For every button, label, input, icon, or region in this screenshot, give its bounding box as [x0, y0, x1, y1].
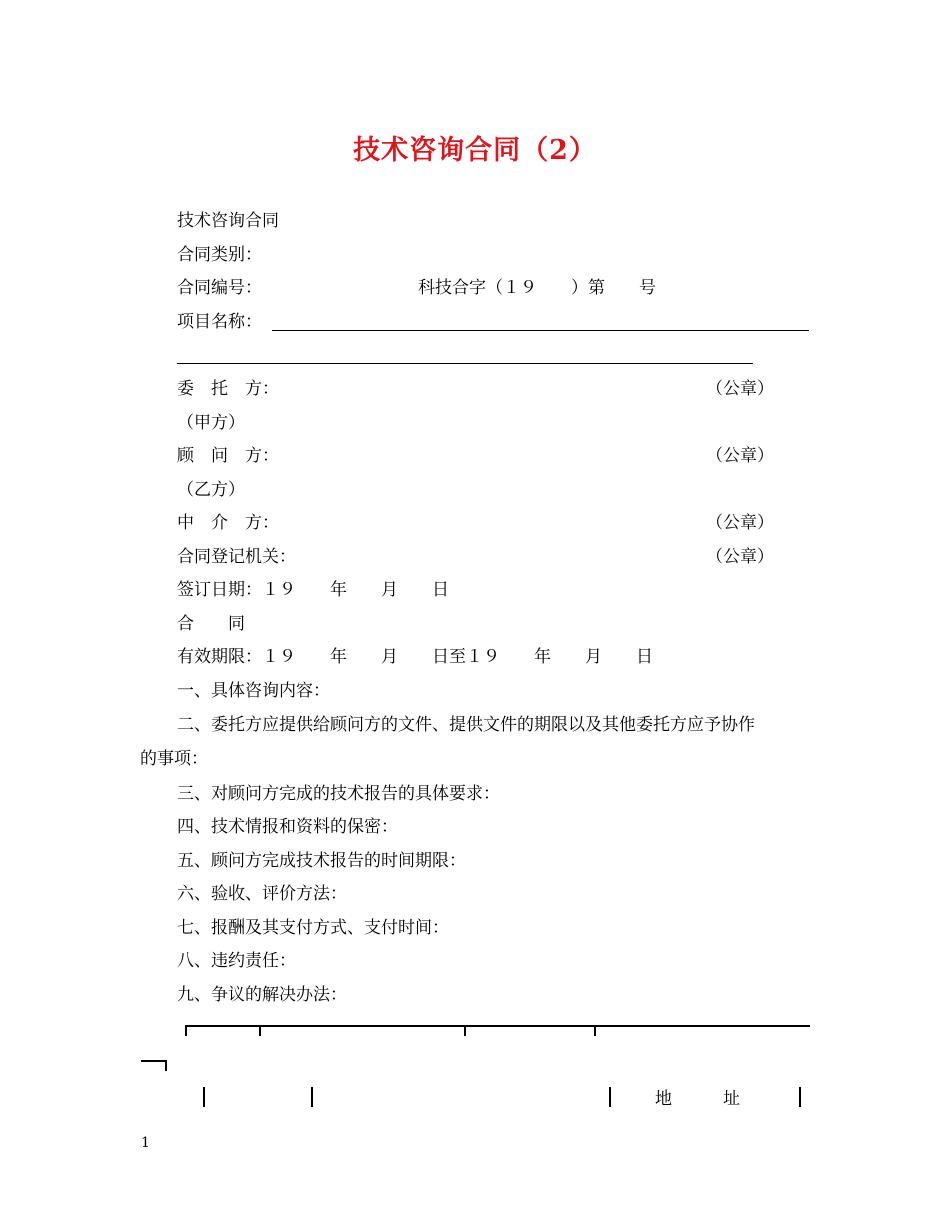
clause-9: 九、争议的解决办法： [177, 985, 347, 1005]
table-col-tick-1 [259, 1025, 261, 1036]
contract-label: 合 同 [177, 614, 245, 634]
project-underline-2 [177, 363, 753, 364]
page-number: 1 [141, 1135, 150, 1151]
clause-1: 一、具体咨询内容： [177, 681, 330, 701]
table-col-tick-2 [464, 1025, 466, 1036]
document-title: 技术咨询合同（2） [353, 135, 597, 166]
project-label: 项目名称： [177, 312, 262, 332]
clause-3: 三、对顾问方完成的技术报告的具体要求： [177, 784, 500, 804]
number-label: 合同编号： [177, 278, 262, 298]
agent-label: 中 介 方： [177, 513, 279, 533]
clause-7: 七、报酬及其支付方式、支付时间： [177, 918, 449, 938]
clause-2-cont: 的事项： [140, 749, 208, 769]
agent-seal: （公章） [706, 513, 774, 533]
sign-date: 签订日期：１９ 年 月 日 [177, 580, 449, 600]
registry-label: 合同登记机关： [177, 547, 296, 567]
table-col-tick-3 [594, 1025, 596, 1036]
clause-2: 二、委托方应提供给顾问方的文件、提供文件的期限以及其他委托方应予协作 [177, 715, 755, 735]
valid-period: 有效期限：１９ 年 月 日至１９ 年 月 日 [177, 647, 653, 667]
number-value: 科技合字（１９ ）第 号 [418, 278, 656, 298]
table-corner-tick [185, 1025, 187, 1036]
table-row-bar-4 [799, 1087, 801, 1107]
client-seal: （公章） [706, 379, 774, 399]
clause-5: 五、顾问方完成技术报告的时间期限： [177, 851, 466, 871]
consultant-seal: （公章） [706, 446, 774, 466]
client-sub: （甲方） [177, 413, 245, 433]
project-underline-1 [272, 330, 809, 331]
consultant-sub: （乙方） [177, 480, 245, 500]
clause-6: 六、验收、评价方法： [177, 884, 347, 904]
clause-8: 八、违约责任： [177, 951, 296, 971]
table-row-bar-3 [609, 1087, 611, 1107]
table-row-bar-2 [311, 1087, 313, 1107]
table-row-bar-1 [203, 1087, 205, 1107]
doc-name: 技术咨询合同 [177, 211, 279, 231]
table-wrap-tick [165, 1060, 167, 1071]
consultant-label: 顾 问 方： [177, 446, 279, 466]
client-label: 委 托 方： [177, 379, 279, 399]
table-wrap-rule [141, 1060, 166, 1062]
category-label: 合同类别： [177, 245, 262, 265]
address-label: 地 址 [655, 1089, 740, 1109]
registry-seal: （公章） [706, 547, 774, 567]
clause-4: 四、技术情报和资料的保密： [177, 817, 398, 837]
table-top-rule [186, 1025, 810, 1027]
